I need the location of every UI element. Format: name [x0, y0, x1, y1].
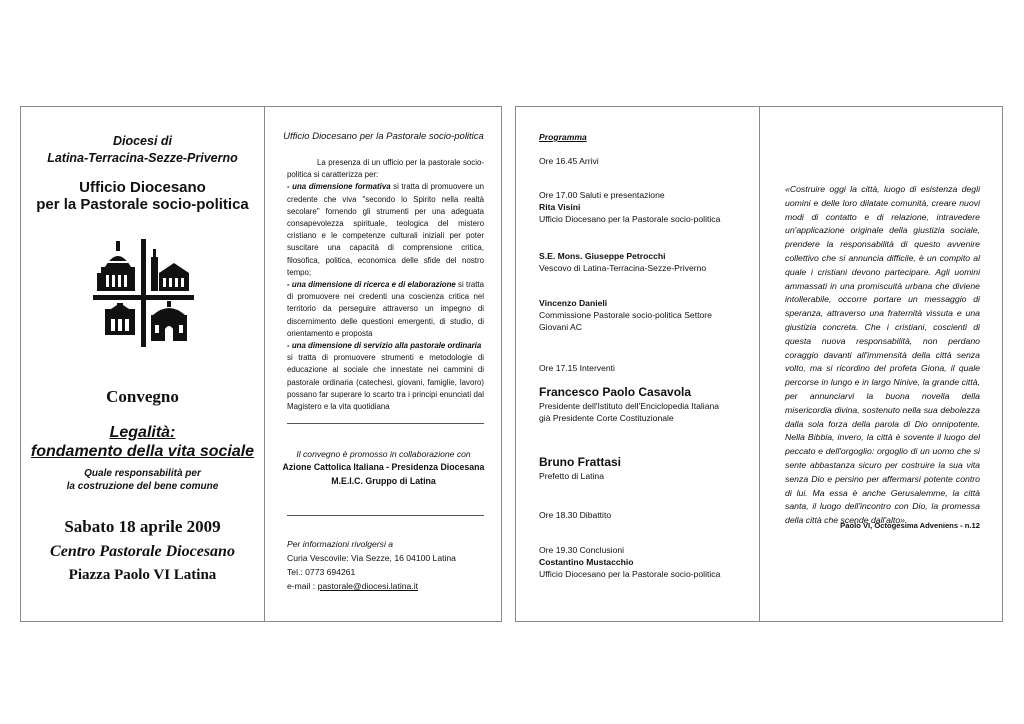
question-line-1: Quale responsabilità per — [84, 468, 201, 479]
brochure-outer-sheet — [20, 106, 502, 622]
question-line-2: la costruzione del bene comune — [66, 481, 219, 492]
quote-text: «Costruire oggi la città, luogo di esistenza degli uomini e delle loro dilatate comunità, creare nuovi modi di contatto e di relazione, intravedere un'applicazione originale della giustizia sociale, prendere la responsabilità di questo avvenire collettivo che si annuncia difficile, è un compito al quale i cristiani devono partecipare. Agli uomini ammassati in una promiscuità urbana che diviene intollerabile, occorre portare un messaggio di speranza, attraverso una fraternità vissuta e una giustizia concreta. Che i cristiani, coscienti di questa nuova responsabilità, non perdano coraggio davanti all'immensità della città senza volto, ma si ricordino del profeta Giona, il quale percorse in lungo e in largo Ninive, la grande città, per annunciarvi la buona novella della misericordia divina, sostenuto nella sua debolezza dalla sola forza della parola di Dio onnipotente. Nella Bibbia, invero, la città è sovente il luogo del peccato e dell'orgoglio: orgoglio di un uomo che si sente abbastanza sicuro per costruire la sua vita senza Dio e persino per affermarsi potente contro di lui. Ma essa è anche Gerusalemme, la città santa, il luogo dell'incontro con Dio, la promessa della città che scende dall'alto». — [785, 184, 980, 526]
speaker-frattasi-name: Bruno Frattasi — [539, 455, 622, 469]
speaker-frattasi-role: Prefetto di Latina — [539, 471, 604, 481]
office-line-1: Ufficio Diocesano — [79, 179, 206, 196]
office-title — [21, 179, 264, 213]
quote-source: Paolo VI, Octogesima Adveniens - n.12 — [840, 521, 980, 530]
presentation-intro: La presenza di un ufficio per la pastorale socio-politica si caratterizza per: — [287, 158, 484, 180]
diocese-title — [21, 133, 264, 167]
speaker-casavola-role-1: Presidente dell'Istituto dell'Enciclopedia Italiana — [539, 401, 720, 411]
item-1-title: - una dimensione formativa — [287, 182, 391, 192]
diocese-line-2: Latina-Terracina-Sezze-Priverno — [47, 151, 238, 165]
time-interventi: Ore 17.15 Interventi — [539, 363, 615, 373]
speaker-mustacchio-role: Ufficio Diocesano per la Pastorale socio-politica — [539, 569, 721, 579]
email-line — [287, 579, 484, 593]
event-venue: Centro Pastorale Diocesano — [50, 543, 235, 560]
block-saluti — [539, 189, 749, 225]
info-label: Per informazioni rivolgersi a — [287, 539, 394, 549]
diocese-logo — [91, 237, 196, 349]
speaker-petrocchi-name: S.E. Mons. Giuseppe Petrocchi — [539, 251, 666, 261]
diocese-line-1: Diocesi di — [112, 134, 173, 148]
speaker-mustacchio-name: Costantino Mustacchio — [539, 557, 634, 567]
separator-1 — [287, 423, 484, 424]
presentation-header: Ufficio Diocesano per la Pastorale socio-politica — [283, 131, 484, 142]
address: Curia Vescovile: Via Sezze, 16 04100 Latina — [287, 553, 456, 563]
block-petrocchi — [539, 250, 749, 274]
quote-panel — [760, 107, 1003, 621]
block-conclusioni — [539, 544, 749, 580]
time-saluti: Ore 17.00 Saluti e presentazione — [539, 190, 665, 200]
theme-title — [21, 423, 264, 461]
presentation-item-2 — [287, 279, 484, 340]
presentation-body — [287, 157, 484, 413]
presentation-panel — [265, 107, 502, 621]
cover-panel — [21, 107, 264, 621]
theme-line-1: Legalità: — [109, 424, 176, 441]
block-danieli — [539, 297, 749, 333]
time-conclusioni: Ore 19.30 Conclusioni — [539, 545, 625, 555]
event-date: Sabato 18 aprile 2009 — [64, 517, 221, 536]
item-1-text: si tratta di promuovere un credente che viva "secondo lo Spirito nella realtà secolare" fornendo gli strumenti per una adeguata consapevolezza spirituale, teologica del mistero cristiano e le competenze culturali iniziali per poter suscitare una capacità di comprensione critica, filosofica, politica, economica delle sfide del nostro tempo; — [287, 182, 484, 277]
email-link[interactable]: pastorale@diocesi.latina.it — [317, 581, 419, 591]
office-line-2: per la Pastorale socio-politica — [36, 196, 249, 213]
theme-line-2: fondamento della vita sociale — [30, 443, 255, 460]
theme-question — [21, 467, 264, 493]
speaker-casavola-name: Francesco Paolo Casavola — [539, 385, 692, 399]
programma-title: Programma — [539, 132, 587, 142]
email-label: e-mail : — [287, 581, 318, 591]
speaker-danieli-role-2: Giovani AC — [539, 322, 582, 332]
block-casavola — [539, 385, 749, 424]
item-2-text: si tratta di promuovere nei credenti una coscienza critica nel territorio da perseguire attraverso un impegno di discernimento delle questioni emergenti, di studio, di orientamento e proposta — [287, 280, 484, 338]
collab-line-2: M.E.I.C. Gruppo di Latina — [331, 476, 436, 486]
collab-line-1: Azione Cattolica Italiana - Presidenza Diocesana — [282, 462, 485, 472]
speaker-danieli-name: Vincenzo Danieli — [539, 298, 608, 308]
block-frattasi — [539, 455, 749, 482]
item-2-title: - una dimensione di ricerca e di elaborazione — [287, 280, 456, 290]
phone: Tel.: 0773 694261 — [287, 567, 356, 577]
speaker-danieli-role-1: Commissione Pastorale socio-politica Settore — [539, 310, 712, 320]
speaker-casavola-role-2: già Presidente Corte Costituzionale — [539, 413, 674, 423]
time-arrivi: Ore 16.45 Arrivi — [539, 156, 599, 166]
event-place: Piazza Paolo VI Latina — [68, 567, 217, 583]
convegno-label: Convegno — [106, 387, 179, 406]
speaker-visini-name: Rita Visini — [539, 202, 581, 212]
presentation-item-3-title: - una dimensione di servizio alla pastorale ordinaria — [287, 341, 482, 351]
speaker-visini-role: Ufficio Diocesano per la Pastorale socio-politica — [539, 214, 721, 224]
programma-panel — [516, 107, 759, 621]
speaker-petrocchi-role: Vescovo di Latina-Terracina-Sezze-Priverno — [539, 263, 707, 273]
separator-2 — [287, 515, 484, 516]
brochure-inner-sheet — [515, 106, 1003, 622]
contact-info — [287, 537, 484, 593]
presentation-item-3-text: si tratta di promuovere strumenti e metodologie di educazione al sociale che innestate nei cammini di pastorale ordinaria (catechesi, giovani, famiglie, lavoro) possano far superare lo scarto tra i principi enunciati dal Magistero e la vita quotidiana — [287, 353, 484, 412]
presentation-item-1 — [287, 181, 484, 279]
collab-intro: Il convegno è promosso in collaborazione con — [296, 449, 471, 459]
time-dibattito: Ore 18.30 Dibattito — [539, 510, 612, 520]
